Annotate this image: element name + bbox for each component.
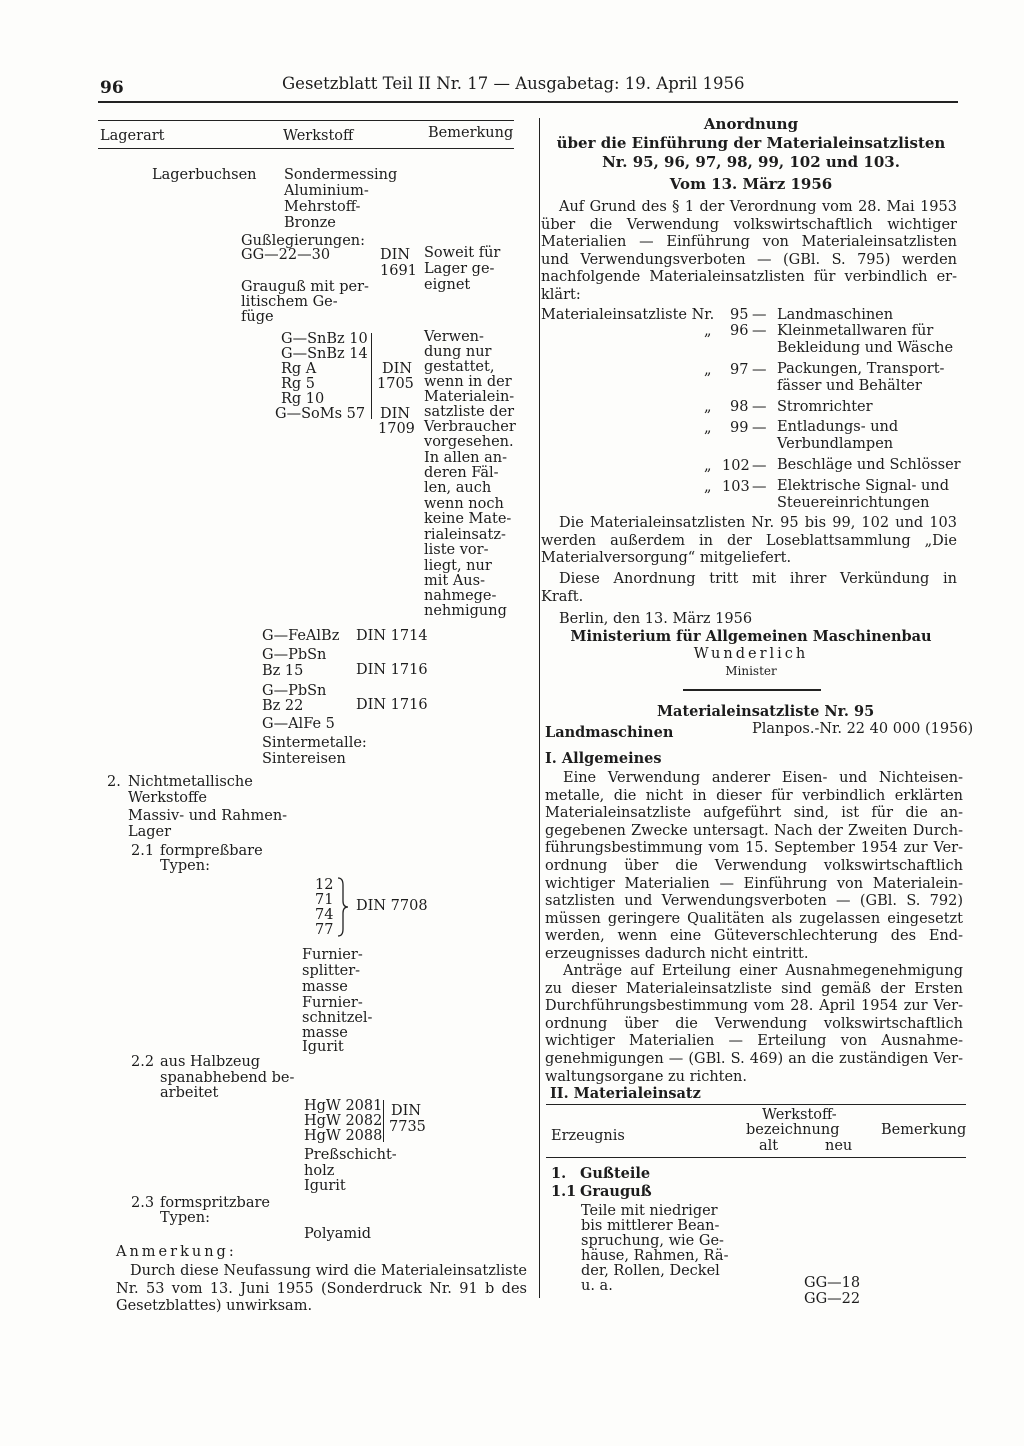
text-line: gegebenen Zwecke untersagt. Nach der Zweiten Durch- <box>545 822 963 839</box>
page-number: 96 <box>100 78 124 98</box>
header-rule <box>98 101 958 103</box>
row-gussteile: Gußteile <box>580 1165 651 1182</box>
table-header-rule <box>546 1157 966 1158</box>
brace <box>336 877 350 937</box>
col-header-werkstoff: Werkstoff <box>283 128 354 144</box>
list-nr: 103 <box>722 479 750 495</box>
pbsn: G—PbSn <box>262 683 327 699</box>
teile-line: bis mittlerer Bean- <box>581 1218 720 1234</box>
column-divider <box>539 118 540 1298</box>
remark-line: gestattet, <box>424 359 495 375</box>
gg2230: GG—22—30 <box>241 247 331 263</box>
teile-line: häuse, Rahmen, Rä- <box>581 1248 729 1264</box>
list-lead: „ <box>704 362 712 378</box>
place-date: Berlin, den 13. März 1956 <box>559 611 753 627</box>
remark-line: In allen an- <box>424 450 508 466</box>
teile-line: der, Rollen, Deckel <box>581 1263 720 1279</box>
anmerkung-text <box>116 1263 527 1316</box>
din1691: DIN <box>380 247 411 263</box>
list-nr: 97 <box>730 362 749 378</box>
soweit-line: Lager ge- <box>424 261 495 277</box>
remark-line: wenn noch <box>424 496 504 512</box>
section-heading-text: I. Allgemeines <box>545 750 662 767</box>
row-number: 1.1 <box>551 1183 577 1200</box>
th-neu: neu <box>825 1138 853 1154</box>
text-line: klärt: <box>541 286 581 303</box>
section-heading-text: II. Materialeinsatz <box>550 1085 701 1102</box>
sinter: Sintereisen <box>262 751 346 767</box>
text-line: zu dieser Materialeinsatzliste sind gemäß der Ersten <box>545 980 963 997</box>
section-number: 2. <box>107 774 121 790</box>
text-line: über die Verwendung volkswirtschaftlich wichtiger <box>541 216 957 233</box>
list-title: Landmaschinen <box>777 307 894 323</box>
remark-line: deren Fäl- <box>424 465 499 481</box>
intro-paragraph <box>541 199 957 305</box>
section-number: 2.1 <box>131 843 155 859</box>
lagerbuchsen: Lagerbuchsen <box>152 167 257 183</box>
text-line: erzeugnisses dadurch nicht eintritt. <box>545 945 809 962</box>
text-line: Durch diese Neufassung wird die Materialeinsatzliste <box>130 1263 527 1279</box>
list-lead: „ <box>704 479 712 495</box>
alloy: Rg 10 <box>281 391 325 407</box>
teile-line: u. a. <box>581 1278 613 1294</box>
list-title: Entladungs- und <box>777 419 899 435</box>
list-dash: — <box>752 420 767 436</box>
s22: aus Halbzeug <box>160 1054 261 1070</box>
list-dash: — <box>752 323 767 339</box>
signer-role: Minister <box>725 664 777 678</box>
remark-line: Verwen- <box>424 329 484 345</box>
list-dash: — <box>752 479 767 495</box>
text-line: Diese Anordnung tritt mit ihrer Verkündung in <box>559 571 957 587</box>
sondermessing-line: Aluminium- <box>284 183 369 199</box>
allgemeines-p2 <box>545 963 963 1086</box>
col-header-lagerart: Lagerart <box>100 128 165 144</box>
list-title: fässer und Behälter <box>777 378 922 394</box>
list-dash: — <box>752 458 767 474</box>
teile-line: Teile mit niedriger <box>581 1203 718 1219</box>
heading-line: über die Einführung der Materialeinsatzlisten <box>556 134 946 152</box>
furnier: splitter- <box>302 963 361 979</box>
text-line: Eine Verwendung anderer Eisen- und Nichteisen- <box>563 770 963 786</box>
fealbz: G—FeAlBz <box>262 628 340 644</box>
remark-line: nehmigung <box>424 603 507 619</box>
list-lead: „ <box>704 420 712 436</box>
s21: formpreßbare <box>160 843 263 859</box>
table-header-rule <box>98 148 514 149</box>
hgw: HgW 2088 <box>304 1128 383 1144</box>
section-heading <box>545 751 662 767</box>
list-label: Materialeinsatzliste Nr. <box>541 307 715 323</box>
text-line: werden, wenn eine Güteverschlechterung des End- <box>545 928 963 945</box>
s21: Typen: <box>160 858 210 874</box>
paragraph <box>541 515 957 568</box>
din1716: DIN 1716 <box>356 697 428 713</box>
type: 71 <box>315 892 334 908</box>
pressschicht: holz <box>304 1163 335 1179</box>
th-bemerkung: Bemerkung <box>881 1122 967 1138</box>
furnier: Igurit <box>302 1039 344 1055</box>
gg-value: GG—22 <box>804 1291 861 1307</box>
list-title: Steuereinrichtungen <box>777 495 930 511</box>
massiv: Lager <box>128 824 172 840</box>
remark-line: Verbraucher <box>424 419 516 435</box>
text-line: ordnung über die Verwendung volkswirtschaftlich <box>545 857 963 874</box>
list95-title: Materialeinsatzliste Nr. 95 <box>657 703 875 720</box>
text-line: metalle, die nicht in dieser für verbindlich erklärten <box>545 787 963 804</box>
remark-line: Materialein- <box>424 389 515 405</box>
din-number: 1709 <box>378 421 415 437</box>
alloy: Rg A <box>281 361 317 377</box>
heading-line: Nr. 95, 96, 97, 98, 99, 102 und 103. <box>602 153 900 171</box>
remark-line: keine Mate- <box>424 511 512 527</box>
text-line: Materialien — Einführung von Materialeinsatzlisten <box>541 234 957 251</box>
text-line: ordnung über die Verwendung volkswirtschaftlich <box>545 1015 963 1032</box>
grauguss-line: Grauguß mit per- <box>241 279 369 295</box>
s22: arbeitet <box>160 1085 219 1101</box>
list-nr: 95 <box>730 307 749 323</box>
list-title: Verbundlampen <box>777 436 894 452</box>
remark-line: nahmege- <box>424 588 497 604</box>
list-nr: 96 <box>730 323 749 339</box>
bracket-line <box>371 333 372 419</box>
th-alt: alt <box>759 1138 779 1154</box>
remark-line: liste vor- <box>424 542 489 558</box>
landmaschinen: Landmaschinen <box>545 724 674 741</box>
planpos: Planpos.-Nr. 22 40 000 (1956) <box>752 721 974 737</box>
th-werkstoff: Werkstoff- <box>762 1107 837 1123</box>
din7735: DIN <box>391 1103 422 1119</box>
text-line: Die Materialeinsatzlisten Nr. 95 bis 99, 102 und 103 <box>559 515 957 531</box>
din-number: 1705 <box>377 376 414 392</box>
text-line: führungsbestimmung vom 15. September 1954 zur Ver- <box>545 840 963 857</box>
sinter: Sintermetalle: <box>262 735 367 751</box>
remark-line: dung nur <box>424 344 492 360</box>
th-werkstoff: bezeichnung <box>746 1122 840 1138</box>
list-dash: — <box>752 307 767 323</box>
text-line: Anträge auf Erteilung einer Ausnahmegenehmigung <box>563 963 963 979</box>
list-nr: 102 <box>722 458 750 474</box>
grauguss-line: litischem Ge- <box>241 294 338 310</box>
text-line: werden außerdem in der Loseblattsammlung „Die <box>541 532 957 549</box>
pbsn: Bz 22 <box>262 698 304 714</box>
list-dash: — <box>752 399 767 415</box>
s23: Typen: <box>160 1210 210 1226</box>
remark-line: rialeinsatz- <box>424 527 506 543</box>
furnier: masse <box>302 1025 348 1041</box>
text-line: Gesetzblattes) unwirksam. <box>116 1298 313 1315</box>
table-top-rule <box>98 120 514 121</box>
text-line: genehmigungen — (GBl. S. 469) an die zuständigen Ver- <box>545 1050 963 1067</box>
bracket-line <box>383 1100 384 1142</box>
text-line: Nr. 53 vom 13. Juni 1955 (Sonderdruck Nr. 91 b des <box>116 1280 527 1297</box>
list-lead: „ <box>704 323 712 339</box>
text-line: Auf Grund des § 1 der Verordnung vom 28. Mai 1953 <box>559 199 957 215</box>
text-line: Materialeinsatzliste aufgeführt sind, ist für die an- <box>545 805 963 822</box>
list-nr: 99 <box>730 420 749 436</box>
sondermessing-line: Sondermessing <box>284 167 398 183</box>
din1691: 1691 <box>380 263 417 279</box>
pressschicht: Preßschicht- <box>304 1147 397 1163</box>
hgw: HgW 2082 <box>304 1113 383 1129</box>
ministry: Ministerium für Allgemeinen Maschinenbau <box>570 628 932 645</box>
pressschicht: Igurit <box>304 1178 346 1194</box>
sondermessing-line: Mehrstoff- <box>284 199 361 215</box>
heading-line: Anordnung <box>703 115 799 133</box>
list-title: Kleinmetallwaren für <box>777 323 934 339</box>
row-number: 1. <box>551 1165 567 1182</box>
massiv: Massiv- und Rahmen- <box>128 808 288 824</box>
gg-value: GG—18 <box>804 1275 861 1291</box>
remark-line: wenn in der <box>424 374 512 390</box>
sondermessing-line: Bronze <box>284 215 336 231</box>
type: 12 <box>315 877 334 893</box>
pbsn: Bz 15 <box>262 663 304 679</box>
furnier: Furnier- <box>302 995 363 1011</box>
text-line: waltungsorgane zu richten. <box>545 1068 748 1085</box>
list-nr: 98 <box>730 399 749 415</box>
alloy: G—SnBz 14 <box>281 346 368 362</box>
furnier: schnitzel- <box>302 1010 373 1026</box>
alfe: G—AlFe 5 <box>262 716 335 732</box>
din7708: DIN 7708 <box>356 898 428 914</box>
list-title: Packungen, Transport- <box>777 361 945 377</box>
din7735: 7735 <box>389 1119 426 1135</box>
anmerkung-label: Anmerkung: <box>116 1244 237 1260</box>
signer: Wunderlich <box>693 646 809 662</box>
text-line: wichtiger Materialien — Erteilung von Ausnahme- <box>545 1033 963 1050</box>
list-title: Stromrichter <box>777 399 873 415</box>
table-top-rule <box>546 1104 966 1105</box>
hgw: HgW 2081 <box>304 1098 383 1114</box>
section-heading <box>550 1086 701 1102</box>
din1716: DIN 1716 <box>356 662 428 678</box>
list-title: Bekleidung und Wäsche <box>777 340 954 356</box>
soweit-line: eignet <box>424 277 471 293</box>
type: 77 <box>315 922 334 938</box>
text-line: und Verwendungsverboten — (GBl. S. 795) werden <box>541 251 957 268</box>
teile-line: spruchung, wie Ge- <box>581 1233 724 1249</box>
pbsn: G—PbSn <box>262 647 327 663</box>
allgemeines-p1 <box>545 770 963 964</box>
type: 74 <box>315 907 334 923</box>
page-header-title: Gesetzblatt Teil II Nr. 17 — Ausgabetag: 19. April 1956 <box>282 74 745 93</box>
remark-line: liegt, nur <box>424 558 492 574</box>
text-line: satzlisten und Verwendungsverboten — (GBl. S. 792) <box>545 893 963 910</box>
s22: spanabhebend be- <box>160 1070 295 1086</box>
remark-line: vorgesehen. <box>424 434 514 450</box>
list-dash: — <box>752 362 767 378</box>
alloy: G—SoMs 57 <box>275 406 366 422</box>
alloy: G—SnBz 10 <box>281 331 368 347</box>
text-line: müssen geringere Qualitäten als zugelassen eingesetzt <box>545 910 963 927</box>
list-lead: „ <box>704 458 712 474</box>
grauguss-line: füge <box>241 309 274 325</box>
section-rule <box>683 689 821 691</box>
alloy: Rg 5 <box>281 376 316 392</box>
din-label: DIN <box>380 406 411 422</box>
text-line: Kraft. <box>541 588 584 605</box>
text-line: wichtiger Materialien — Einführung von Materialein- <box>545 875 963 892</box>
text-line: nachfolgende Materialeinsatzlisten für verbindlich er- <box>541 269 957 286</box>
soweit-line: Soweit für <box>424 245 501 261</box>
nichtmetallische: Nichtmetallische <box>128 774 253 790</box>
section-number: 2.3 <box>131 1195 155 1211</box>
col-header-bemerkung: Bemerkung <box>428 125 514 141</box>
list-lead: „ <box>704 399 712 415</box>
furnier: masse <box>302 979 348 995</box>
text-line: Durchführungsbestimmung vom 28. April 1954 zur Ver- <box>545 998 963 1015</box>
row-grauguss: Grauguß <box>580 1183 652 1200</box>
remark-line: len, auch <box>424 480 492 496</box>
s23: formspritzbare <box>160 1195 270 1211</box>
furnier: Furnier- <box>302 947 363 963</box>
th-erzeugnis: Erzeugnis <box>551 1128 625 1144</box>
heading-date: Vom 13. März 1956 <box>669 175 833 193</box>
remark-line: satzliste der <box>424 404 515 420</box>
remark-line: mit Aus- <box>424 573 485 589</box>
din-label: DIN <box>382 361 413 377</box>
list-title: Beschläge und Schlösser <box>777 457 961 473</box>
list-title: Elektrische Signal- und <box>777 478 950 494</box>
section-number: 2.2 <box>131 1054 155 1070</box>
gusslegierungen-label: Gußlegierungen: <box>241 233 366 249</box>
paragraph <box>541 571 957 606</box>
polyamid: Polyamid <box>304 1226 372 1242</box>
nichtmetallische: Werkstoffe <box>128 790 207 806</box>
din1714: DIN 1714 <box>356 628 428 644</box>
text-line: Materialversorgung“ mitgeliefert. <box>541 550 792 567</box>
